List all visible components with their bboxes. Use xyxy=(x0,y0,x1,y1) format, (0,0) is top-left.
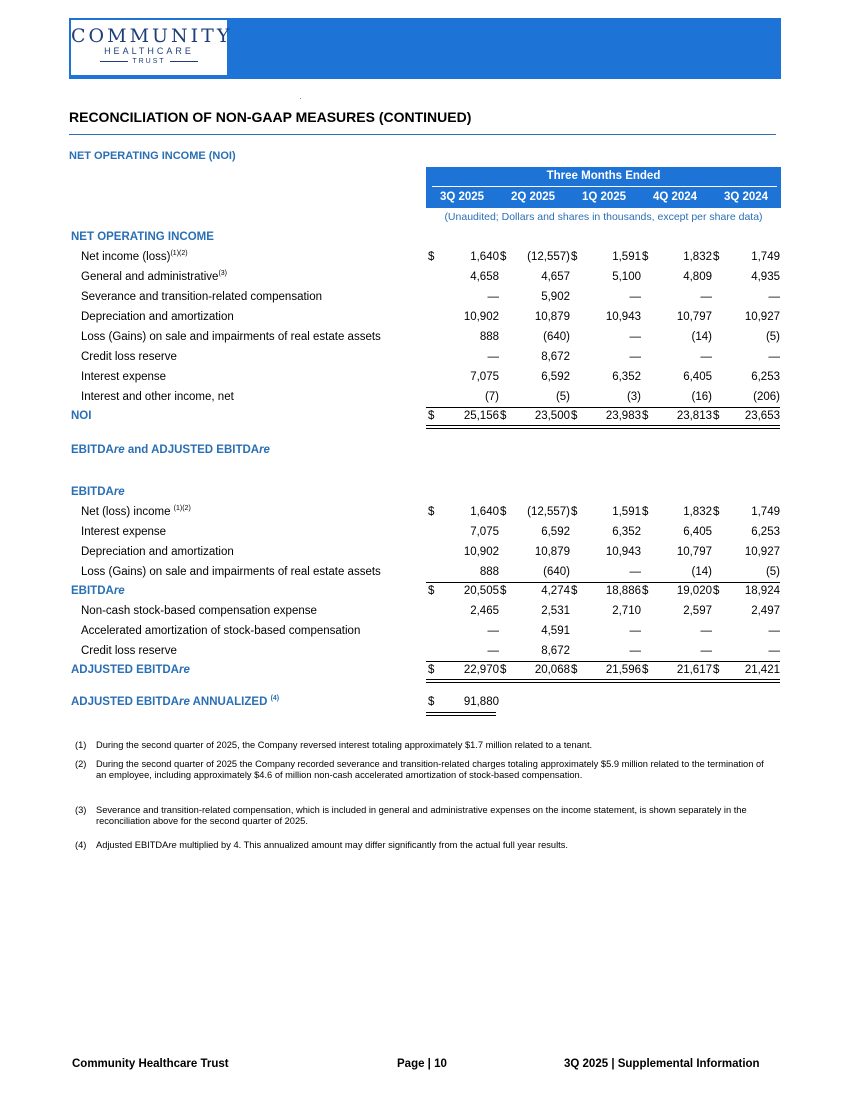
cell-value: 23,653 xyxy=(744,410,780,422)
footnote-mark: (2) xyxy=(75,759,87,769)
cell-value: 4,591 xyxy=(541,625,570,637)
currency-sign: $ xyxy=(428,585,435,597)
double-underline xyxy=(426,715,496,716)
cell-value: 1,749 xyxy=(751,251,780,263)
currency-sign: $ xyxy=(500,251,507,263)
currency-sign: $ xyxy=(713,506,720,518)
units-note: (Unaudited; Dollars and shares in thousands, except per share data) xyxy=(444,211,763,223)
column-header: 1Q 2025 xyxy=(581,191,627,203)
row-label: Depreciation and amortization xyxy=(81,546,234,558)
cell-value: 5,902 xyxy=(541,291,570,303)
cell-value: 10,902 xyxy=(463,546,499,558)
cell-value: 10,902 xyxy=(463,311,499,323)
table-row xyxy=(0,369,849,388)
footnote-text: During the second quarter of 2025 the Company recorded severance and transition-related charges totaling approximately $5.9 million related to the termination of an employee, including approximately $4.6 of million non-cash accelerated amortization of stock-based compensation. xyxy=(96,759,764,780)
currency-sign: $ xyxy=(428,506,435,518)
cell-value: (14) xyxy=(691,566,712,578)
double-underline xyxy=(426,425,780,426)
table-row xyxy=(0,329,849,348)
cell-value: 6,405 xyxy=(683,371,712,383)
cell-value: 25,156 xyxy=(463,410,499,422)
row-label: Non-cash stock-based compensation expense xyxy=(81,605,317,617)
row-label: General and administrative$^{(3)}$ xyxy=(81,270,227,283)
cell-value: — xyxy=(700,351,712,363)
cell-value: 18,924 xyxy=(744,585,780,597)
cell-value: 1,832 xyxy=(683,251,712,263)
currency-sign: $ xyxy=(642,664,649,676)
cell-value: 20,068 xyxy=(534,664,570,676)
row-label: Net income (loss)$^{(1)(2)}$ xyxy=(81,250,188,263)
cell-value: 18,886 xyxy=(605,585,641,597)
cell-value: 23,500 xyxy=(534,410,570,422)
double-underline xyxy=(426,679,780,680)
currency-sign: $ xyxy=(642,506,649,518)
cell-value: 10,943 xyxy=(605,311,641,323)
currency-sign: $ xyxy=(571,410,578,422)
row-label: Loss (Gains) on sale and impairments of real estate assets xyxy=(81,566,381,578)
footer-report: 3Q 2025 | Supplemental Information xyxy=(564,1058,760,1070)
cell-value: 91,880 xyxy=(463,696,499,708)
table-row xyxy=(0,564,849,583)
cell-value: 10,927 xyxy=(744,311,780,323)
cell-value: 10,797 xyxy=(676,546,712,558)
table-row xyxy=(0,623,849,642)
cell-value: 1,749 xyxy=(751,506,780,518)
currency-sign: $ xyxy=(428,251,435,263)
cell-value: 888 xyxy=(479,331,499,343)
cell-value: — xyxy=(629,351,641,363)
cell-value: (5) xyxy=(765,331,780,343)
cell-value: 8,672 xyxy=(541,645,570,657)
row-label: Depreciation and amortization xyxy=(81,311,234,323)
cell-value: 6,253 xyxy=(751,526,780,538)
cell-value: 21,617 xyxy=(676,664,712,676)
currency-sign: $ xyxy=(713,251,720,263)
currency-sign: $ xyxy=(571,251,578,263)
cell-value: 4,935 xyxy=(751,271,780,283)
currency-sign: $ xyxy=(642,251,649,263)
currency-sign: $ xyxy=(428,664,435,676)
footnote-text: Adjusted EBITDAre multiplied by 4. This annualized amount may differ significantly from the actual full year results. xyxy=(96,840,568,850)
cell-value: — xyxy=(629,291,641,303)
cell-value: 2,710 xyxy=(612,605,641,617)
cell-value: (640) xyxy=(543,566,570,578)
currency-sign: $ xyxy=(500,664,507,676)
column-header: 3Q 2024 xyxy=(723,191,769,203)
cell-value: (7) xyxy=(484,391,499,403)
double-underline xyxy=(426,682,780,683)
double-underline xyxy=(426,712,496,713)
cell-value: — xyxy=(768,625,780,637)
period-label: Three Months Ended xyxy=(546,170,661,182)
currency-sign: $ xyxy=(571,506,578,518)
table-row xyxy=(0,544,849,563)
currency-sign: $ xyxy=(713,585,720,597)
table-row xyxy=(0,603,849,622)
footnote-text: Severance and transition-related compensation, which is included in general and administrative expenses on the income statement, is shown separately in the reconciliation above for the second quarter of 2025. xyxy=(96,805,747,826)
row-label: Interest expense xyxy=(81,371,167,383)
cell-value: — xyxy=(487,625,499,637)
column-header: 4Q 2024 xyxy=(652,191,698,203)
footnote-mark: (3) xyxy=(75,805,87,815)
cell-value: 10,879 xyxy=(534,311,570,323)
row-label: NOI xyxy=(71,410,92,422)
cell-value: — xyxy=(700,645,712,657)
row-label: NET OPERATING INCOME xyxy=(71,231,214,243)
cell-value: 7,075 xyxy=(470,526,499,538)
cell-value: 1,640 xyxy=(470,251,499,263)
cell-value: 5,100 xyxy=(612,271,641,283)
table-row xyxy=(0,504,849,523)
row-label: Interest expense xyxy=(81,526,167,538)
currency-sign: $ xyxy=(713,664,720,676)
ebitda-subtotal-row xyxy=(0,583,849,602)
period-header xyxy=(426,167,781,208)
cell-value: 23,983 xyxy=(605,410,641,422)
currency-sign: $ xyxy=(571,585,578,597)
company-logo: COMMUNITY HEALTHCARE TRUST xyxy=(71,20,227,75)
currency-sign: $ xyxy=(500,410,507,422)
cell-value: 6,352 xyxy=(612,371,641,383)
cell-value: 21,421 xyxy=(744,664,780,676)
cell-value: 4,809 xyxy=(683,271,712,283)
cell-value: (206) xyxy=(753,391,780,403)
row-label: ADJUSTED EBITDAre xyxy=(71,664,190,676)
row-label: EBITDAre and ADJUSTED EBITDAre xyxy=(71,444,270,456)
cell-value: — xyxy=(768,351,780,363)
row-label: Credit loss reserve xyxy=(81,645,177,657)
currency-sign: $ xyxy=(500,585,507,597)
cell-value: 7,075 xyxy=(470,371,499,383)
row-label: Interest and other income, net xyxy=(81,391,234,403)
cell-value: 6,253 xyxy=(751,371,780,383)
currency-sign: $ xyxy=(571,664,578,676)
cell-value: 4,657 xyxy=(541,271,570,283)
cell-value: 10,927 xyxy=(744,546,780,558)
currency-sign: $ xyxy=(428,696,435,708)
noi-heading xyxy=(0,229,849,248)
cell-value: 19,020 xyxy=(676,585,712,597)
cell-value: 4,658 xyxy=(470,271,499,283)
cell-value: — xyxy=(700,625,712,637)
cell-value: 10,879 xyxy=(534,546,570,558)
cell-value: — xyxy=(629,566,641,578)
cell-value: — xyxy=(487,351,499,363)
column-header: 2Q 2025 xyxy=(510,191,556,203)
cell-value: 6,405 xyxy=(683,526,712,538)
cell-value: (16) xyxy=(691,391,712,403)
currency-sign: $ xyxy=(642,585,649,597)
footer-company: Community Healthcare Trust xyxy=(72,1058,229,1070)
cell-value: — xyxy=(768,291,780,303)
cell-value: — xyxy=(700,291,712,303)
cell-value: 888 xyxy=(479,566,499,578)
cell-value: — xyxy=(487,645,499,657)
cell-value: 2,597 xyxy=(683,605,712,617)
footnote-mark: (1) xyxy=(75,740,87,750)
cell-value: 23,813 xyxy=(676,410,712,422)
row-label: Accelerated amortization of stock-based compensation xyxy=(81,625,361,637)
noi-section-title: NET OPERATING INCOME (NOI) xyxy=(69,150,236,162)
cell-value: (12,557) xyxy=(527,251,570,263)
footer-page: Page | 10 xyxy=(397,1058,447,1070)
column-header: 3Q 2025 xyxy=(439,191,485,203)
cell-value: 10,797 xyxy=(676,311,712,323)
cell-value: 2,531 xyxy=(541,605,570,617)
row-label: Net (loss) income $^{(1)(2)}$ xyxy=(81,505,191,518)
double-underline xyxy=(426,428,780,429)
row-label: Credit loss reserve xyxy=(81,351,177,363)
row-label: EBITDAre xyxy=(71,486,125,498)
cell-value: (14) xyxy=(691,331,712,343)
cell-value: 6,352 xyxy=(612,526,641,538)
currency-sign: $ xyxy=(713,410,720,422)
table-row xyxy=(0,249,849,268)
table-row xyxy=(0,349,849,368)
footnote-mark: (4) xyxy=(75,840,87,850)
row-label: Severance and transition-related compensation xyxy=(81,291,323,303)
table-row xyxy=(0,389,849,408)
ebitda-heading xyxy=(0,484,849,503)
row-label: Loss (Gains) on sale and impairments of real estate assets xyxy=(81,331,381,343)
ebitda-section-title xyxy=(0,442,849,461)
table-row xyxy=(0,309,849,328)
row-label: EBITDAre xyxy=(71,585,125,597)
currency-sign: $ xyxy=(500,506,507,518)
cell-value: 8,672 xyxy=(541,351,570,363)
page-title: RECONCILIATION OF NON-GAAP MEASURES (CONTINUED) xyxy=(69,109,472,125)
cell-value: — xyxy=(629,645,641,657)
cell-value: 2,465 xyxy=(470,605,499,617)
cell-value: (3) xyxy=(626,391,641,403)
table-row xyxy=(0,524,849,543)
cell-value: 1,832 xyxy=(683,506,712,518)
cell-value: 22,970 xyxy=(463,664,499,676)
footnote-text: During the second quarter of 2025, the Company reversed interest totaling approximately $1.7 million related to a tenant. xyxy=(96,740,593,750)
cell-value: — xyxy=(629,331,641,343)
cell-value: 1,591 xyxy=(612,506,641,518)
cell-value: 2,497 xyxy=(751,605,780,617)
cell-value: 6,592 xyxy=(541,371,570,383)
cell-value: 21,596 xyxy=(605,664,641,676)
cell-value: 20,505 xyxy=(463,585,499,597)
cell-value: (5) xyxy=(765,566,780,578)
row-label: ADJUSTED EBITDAre ANNUALIZED $^{(4)}$ xyxy=(71,695,280,708)
speck xyxy=(300,98,301,99)
currency-sign: $ xyxy=(428,410,435,422)
cell-value: 4,274 xyxy=(541,585,570,597)
cell-value: — xyxy=(629,625,641,637)
table-row xyxy=(0,269,849,288)
cell-value: 1,640 xyxy=(470,506,499,518)
annualized-row xyxy=(0,694,849,713)
title-rule xyxy=(69,134,776,135)
cell-value: 6,592 xyxy=(541,526,570,538)
cell-value: (5) xyxy=(555,391,570,403)
cell-value: — xyxy=(768,645,780,657)
cell-value: 1,591 xyxy=(612,251,641,263)
table-row xyxy=(0,289,849,308)
cell-value: (12,557) xyxy=(527,506,570,518)
cell-value: (640) xyxy=(543,331,570,343)
cell-value: 10,943 xyxy=(605,546,641,558)
cell-value: — xyxy=(487,291,499,303)
table-row xyxy=(0,643,849,662)
currency-sign: $ xyxy=(642,410,649,422)
